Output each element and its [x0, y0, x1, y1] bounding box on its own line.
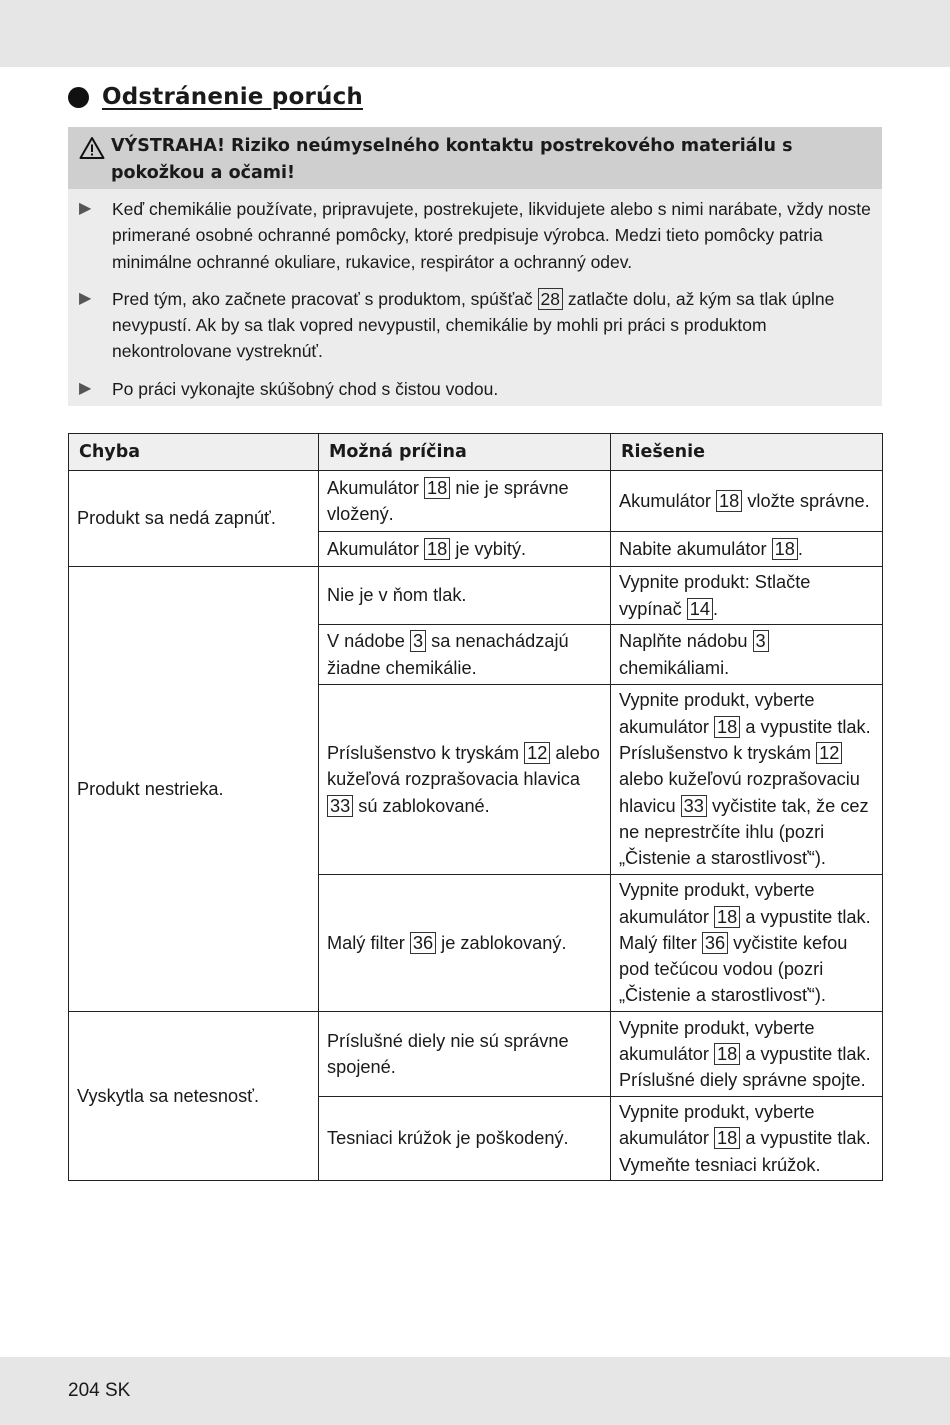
footer-band — [0, 1357, 950, 1425]
part-reference: 12 — [816, 742, 842, 764]
part-reference: 33 — [681, 795, 707, 817]
table-row — [69, 567, 883, 625]
part-reference: 18 — [714, 1127, 740, 1149]
cause-cell: Akumulátor 18 nie je správne vložený. — [319, 471, 611, 532]
part-reference: 12 — [524, 742, 550, 764]
table-row — [69, 1012, 883, 1097]
arrow-bullet-icon: ▶ — [79, 379, 92, 397]
troubleshooting-table — [68, 433, 883, 1181]
column-header-solution: Riešenie — [611, 434, 883, 471]
header-band — [0, 0, 950, 67]
arrow-bullet-icon: ▶ — [79, 289, 92, 307]
bullet-icon — [68, 87, 89, 108]
warning-triangle-icon — [79, 136, 105, 160]
warning-item: ▶ Po práci vykonajte skúšobný chod s čistou vodou. — [68, 376, 882, 402]
fault-cell: Produkt nestrieka. — [69, 567, 319, 1012]
arrow-bullet-icon: ▶ — [79, 200, 92, 217]
cause-cell: Príslušné diely nie sú správne spojené. — [319, 1012, 611, 1097]
table-row — [69, 471, 883, 532]
warning-header — [68, 127, 882, 189]
part-reference: 28 — [538, 288, 563, 310]
part-reference: 18 — [714, 1043, 740, 1065]
solution-cell: Vypnite produkt, vyberte akumulátor 18 a vypustite tlak. Malý filter 36 vyčistite kefou pod tečúcou vodou (pozri „Čistenie a starostlivosť“). — [611, 875, 883, 1012]
part-reference: 14 — [687, 598, 713, 620]
warning-heading: VÝSTRAHA! Riziko neúmyselného kontaktu postrekového materiálu s pokožkou a očami! — [111, 136, 793, 183]
cause-cell: Nie je v ňom tlak. — [319, 567, 611, 625]
cause-cell: Tesniaci krúžok je poškodený. — [319, 1097, 611, 1181]
part-reference: 18 — [424, 538, 450, 560]
part-reference: 3 — [410, 630, 426, 652]
page-title: Odstránenie porúch — [102, 84, 363, 110]
part-reference: 18 — [716, 490, 742, 512]
page-number: 204 SK — [68, 1380, 131, 1401]
column-header-fault: Chyba — [69, 434, 319, 471]
table-header-row — [69, 434, 883, 471]
section-heading — [68, 84, 363, 110]
column-header-cause: Možná príčina — [319, 434, 611, 471]
part-reference: 18 — [714, 716, 740, 738]
solution-cell: Vypnite produkt, vyberte akumulátor 18 a vypustite tlak. Príslušné diely správne spojte. — [611, 1012, 883, 1097]
table-body — [69, 471, 883, 1181]
part-reference: 18 — [772, 538, 798, 560]
warning-item: ▶ Keď chemikálie používate, pripravujete, postrekujete, likvidujete alebo s nimi narábate, vždy noste primerané osobné ochranné pomôcky, ktoré predpisuje výrobca. Medzi tieto pomôcky patria minimálne ochranné okuliare, rukavice, respirátor a ochranný odev. — [68, 196, 882, 275]
warning-box — [68, 127, 882, 406]
solution-cell: Vypnite produkt, vyberte akumulátor 18 a vypustite tlak. Vymeňte tesniaci krúžok. — [611, 1097, 883, 1181]
solution-cell: Naplňte nádobu 3 chemikáliami. — [611, 625, 883, 685]
cause-cell: Príslušenstvo k tryskám 12 alebo kužeľová rozprašovacia hlavica 33 sú zablokované. — [319, 685, 611, 875]
cause-cell: Malý filter 36 je zablokovaný. — [319, 875, 611, 1012]
fault-cell: Produkt sa nedá zapnúť. — [69, 471, 319, 567]
solution-cell: Akumulátor 18 vložte správne. — [611, 471, 883, 532]
part-reference: 18 — [714, 906, 740, 928]
part-reference: 3 — [753, 630, 769, 652]
cause-cell: V nádobe 3 sa nenachádzajú žiadne chemikálie. — [319, 625, 611, 685]
solution-cell: Vypnite produkt, vyberte akumulátor 18 a vypustite tlak. Príslušenstvo k tryskám 12 alebo kužeľovú rozprašovaciu hlavicu 33 vyčistite tak, že cez ne neprestrčíte ihlu (pozri „Čistenie a starostlivosť“). — [611, 685, 883, 875]
cause-cell: Akumulátor 18 je vybitý. — [319, 532, 611, 567]
solution-cell: Nabite akumulátor 18 . — [611, 532, 883, 567]
solution-cell: Vypnite produkt: Stlačte vypínač 14 . — [611, 567, 883, 625]
part-reference: 36 — [702, 932, 728, 954]
warning-list — [68, 189, 882, 402]
fault-cell: Vyskytla sa netesnosť. — [69, 1012, 319, 1181]
part-reference: 18 — [424, 477, 450, 499]
part-reference: 33 — [327, 795, 353, 817]
part-reference: 36 — [410, 932, 436, 954]
warning-item: ▶ Pred tým, ako začnete pracovať s produktom, spúšťač 28 zatlačte dolu, až kým sa tlak úplne nevypustí. Ak by sa tlak vopred nevypustil, chemikálie by mohli pri práci s produktom nekontrolovane vystreknúť. — [68, 286, 882, 365]
